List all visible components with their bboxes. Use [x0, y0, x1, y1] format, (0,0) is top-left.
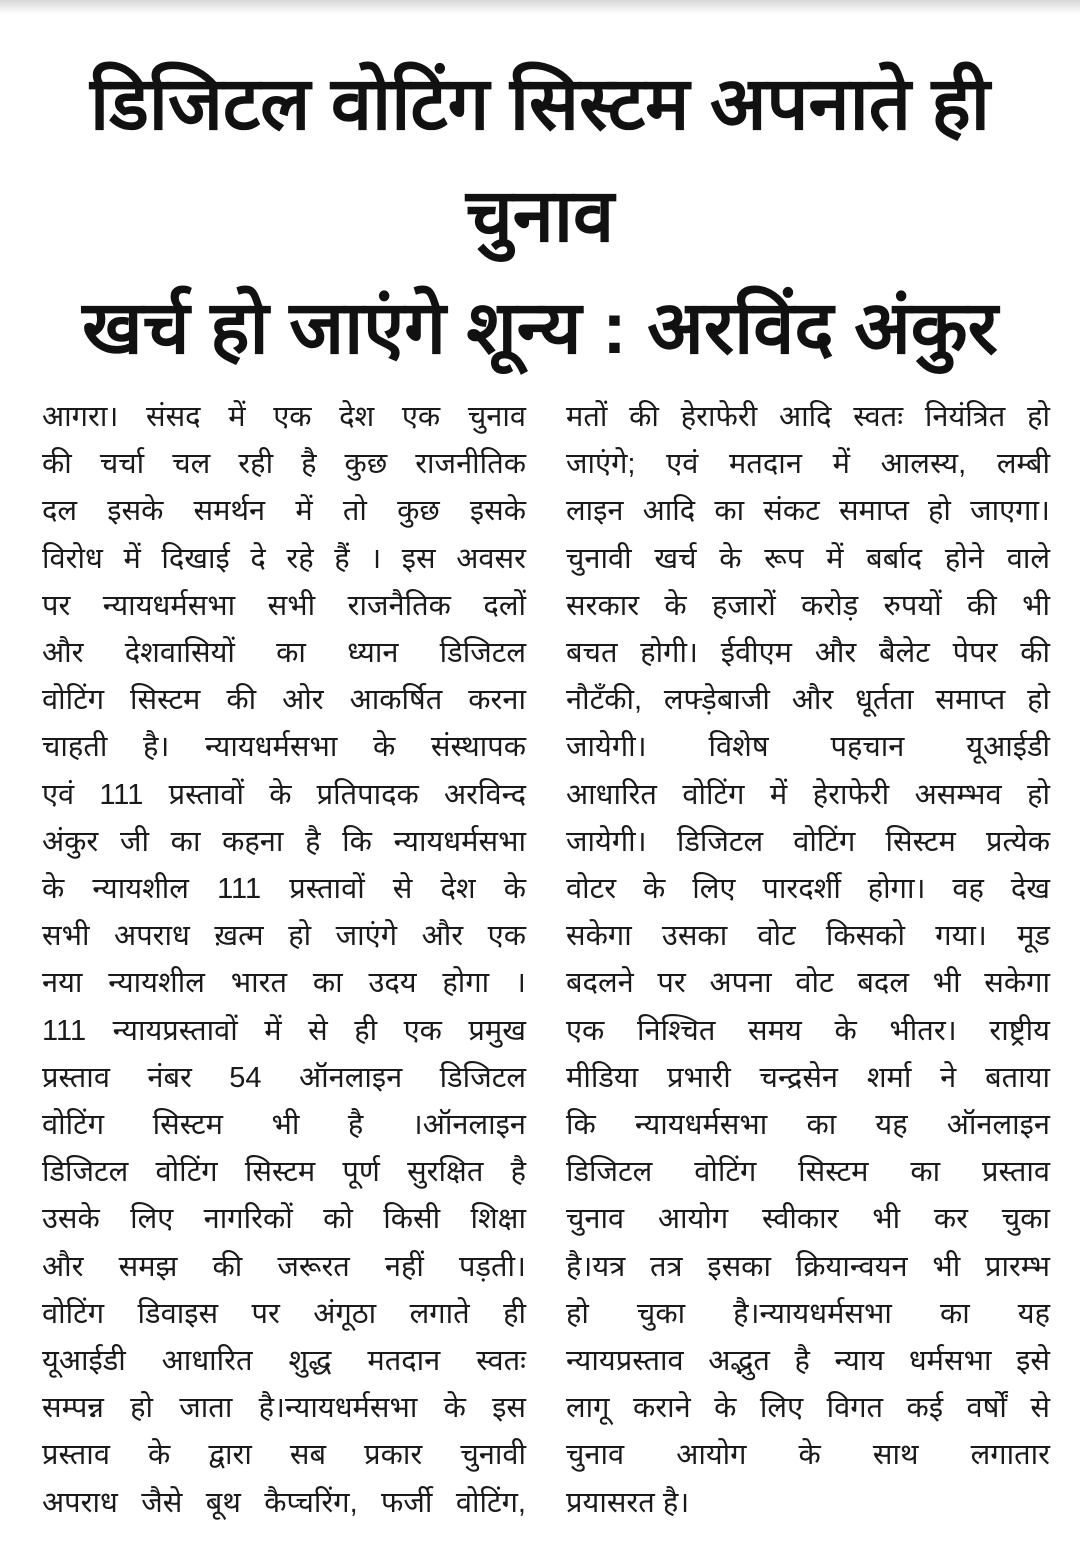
headline-line-1: डिजिटल वोटिंग सिस्टम अपनाते ही चुनाव — [90, 62, 990, 257]
article-line: के न्यायशील 111 प्रस्तावों से देश के — [42, 873, 526, 906]
article-line: लागू कराने के लिए विगत कई वर्षों से — [566, 1392, 1050, 1425]
article-line: सरकार के हजारों करोड़ रुपयों की भी — [566, 589, 1050, 622]
article-line: मतों की हेराफेरी आदि स्वतः नियंत्रित हो — [566, 401, 1050, 433]
article-line: डिजिटल वोटिंग सिस्टम पूर्ण सुरक्षित है — [42, 1156, 526, 1189]
article-line: पर न्यायधर्मसभा सभी राजनैतिक दलों — [42, 589, 526, 622]
top-shadow — [0, 0, 1080, 14]
article-line: कि न्यायधर्मसभा का यह ऑनलाइन — [566, 1109, 1050, 1142]
article-line: वोटर के लिए पारदर्शी होगा। वह देख — [566, 873, 1050, 906]
article-line: और समझ की जरूरत नहीं पड़ती। — [42, 1250, 526, 1283]
article-line: वोटिंग डिवाइस पर अंगूठा लगाते ही — [42, 1297, 526, 1330]
article-line: यूआईडी आधारित शुद्ध मतदान स्वतः — [42, 1345, 526, 1378]
article-line: उसके लिए नागरिकों को किसी शिक्षा — [42, 1203, 526, 1236]
article-line: सभी अपराध ख़त्म हो जाएंगे और एक — [42, 920, 526, 953]
article-line: अपराध जैसे बूथ कैप्चरिंग, फर्जी वोटिंग, — [42, 1486, 526, 1519]
article-line: चुनावी खर्च के रूप में बर्बाद होने वाले — [566, 542, 1050, 575]
headline — [20, 48, 1060, 384]
article-line: चुनाव आयोग के साथ लगातार — [566, 1439, 1050, 1472]
article-line: सकेगा उसका वोट किसको गया। मूड — [566, 920, 1050, 953]
article-line: चाहती है। न्यायधर्मसभा के संस्थापक — [42, 731, 526, 764]
article-line: प्रयासरत है। — [566, 1486, 690, 1519]
article-line: प्रस्ताव नंबर 54 ऑनलाइन डिजिटल — [42, 1061, 526, 1094]
article-line: अंकुर जी का कहना है कि न्यायधर्मसभा — [42, 825, 526, 858]
article-line: सम्पन्न हो जाता है।न्यायधर्मसभा के इस — [42, 1392, 526, 1425]
article-line: एवं 111 प्रस्तावों के प्रतिपादक अरविन्द — [42, 778, 526, 811]
article-line: आधारित वोटिंग में हेराफेरी असम्भव हो — [566, 778, 1050, 811]
article-line: वोटिंग सिस्टम की ओर आकर्षित करना — [42, 684, 526, 717]
article-right-column — [566, 394, 1050, 1527]
article-line: वोटिंग सिस्टम भी है ।ऑनलाइन — [42, 1109, 526, 1142]
article-line: डिजिटल वोटिंग सिस्टम का प्रस्ताव — [566, 1156, 1050, 1189]
article-line: लाइन आदि का संकट समाप्त हो जाएगा। — [566, 495, 1050, 528]
article-line: नया न्यायशील भारत का उदय होगा । — [42, 967, 526, 1000]
article-line: 111 न्यायप्रस्तावों में से ही एक प्रमुख — [42, 1014, 526, 1047]
article-line: बचत होगी। ईवीएम और बैलेट पेपर की — [566, 637, 1050, 670]
article-line: आगरा। संसद में एक देश एक चुनाव — [42, 401, 526, 433]
article-line: है।यत्र तत्र इसका क्रियान्वयन भी प्रारम्भ — [566, 1250, 1050, 1283]
article-line: हो चुका है।न्यायधर्मसभा का यह — [566, 1297, 1050, 1330]
article-line: नौटँकी, लफ्ड़ेबाजी और धूर्तता समाप्त हो — [566, 684, 1050, 717]
article-line: न्यायप्रस्ताव अद्भुत है न्याय धर्मसभा इसे — [566, 1345, 1050, 1378]
article-line: एक निश्चित समय के भीतर। राष्ट्रीय — [566, 1014, 1050, 1047]
article-line: दल इसके समर्थन में तो कुछ इसके — [42, 495, 526, 528]
article-line: चुनाव आयोग स्वीकार भी कर चुका — [566, 1203, 1050, 1236]
headline-line-2: खर्च हो जाएंगे शून्य : अरविंद अंकुर — [82, 286, 998, 369]
article — [42, 394, 1050, 1527]
article-line: बदलने पर अपना वोट बदल भी सकेगा — [566, 967, 1050, 1000]
article-line: मीडिया प्रभारी चन्द्रसेन शर्मा ने बताया — [566, 1061, 1050, 1094]
article-line: जायेगी। डिजिटल वोटिंग सिस्टम प्रत्येक — [566, 825, 1050, 858]
article-line: प्रस्ताव के द्वारा सब प्रकार चुनावी — [42, 1439, 526, 1472]
article-line: जाएंगे; एवं मतदान में आलस्य, लम्बी — [566, 448, 1050, 481]
article-line: जायेगी। विशेष पहचान यूआईडी — [566, 731, 1050, 764]
article-line: की चर्चा चल रही है कुछ राजनीतिक — [42, 448, 526, 481]
article-left-column — [42, 394, 526, 1527]
article-line: विरोध में दिखाई दे रहे हैं । इस अवसर — [42, 542, 526, 575]
article-line: और देशवासियों का ध्यान डिजिटल — [42, 637, 526, 670]
